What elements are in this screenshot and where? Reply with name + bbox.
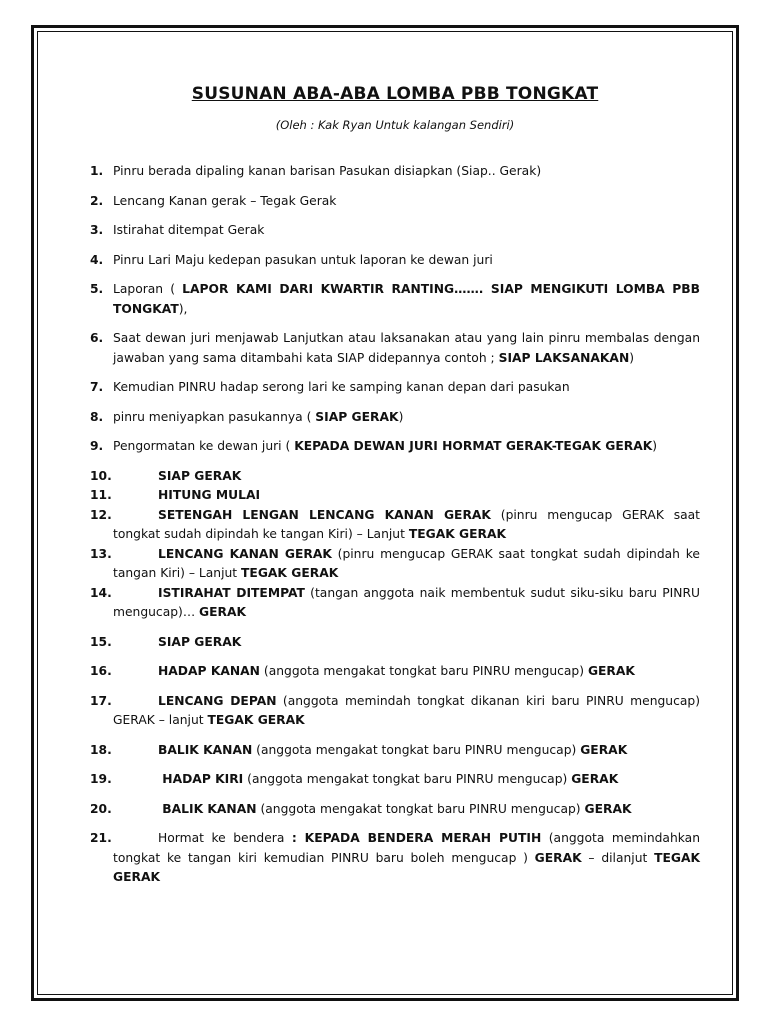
list-item [90,829,700,888]
item-text: Laporan ( [113,282,183,296]
item-text: (anggota mengakat tongkat baru PINRU mengucap) [252,742,581,757]
list-item [90,437,700,457]
document-subtitle: (Oleh : Kak Ryan Untuk kalangan Sendiri) [275,118,515,132]
item-text: (pinru mengucap GERAK saat tongkat sudah dipindah ke tangan Kiri) – Lanjut [113,507,700,541]
command-text: KEPADA DEWAN JURI HORMAT GERAK-TEGAK GERAK [294,439,653,453]
list-item [90,162,700,182]
command-text: SIAP GERAK [315,409,399,424]
list-item [90,486,700,506]
list-item-number: 4. [90,252,104,267]
item-text: pinru meniyapkan pasukannya ( [113,409,316,424]
list-item [90,662,700,682]
list-item-number: 17. [90,693,112,708]
item-text: ) [398,409,404,424]
item-text: (pinru mengucap GERAK saat tongkat sudah dipindah ke tangan Kiri) – Lanjut [113,546,700,580]
list-item-number: 14. [90,585,112,600]
list-item [90,378,700,398]
command-text: : KEPADA BENDERA MERAH PUTIH [291,831,542,845]
command-text: ISTIRAHAT DITEMPAT [158,585,305,600]
list-item [90,741,700,761]
item-text: – dilanjut [581,850,655,865]
command-text: HADAP KIRI [158,772,244,786]
list-item-number: 11. [90,488,112,502]
list-item [90,221,700,241]
item-text: Pengormatan ke dewan juri ( [113,439,295,453]
list-item-number: 1. [90,164,104,178]
list-item [90,251,700,271]
list-item-number: 21. [90,831,112,845]
command-text: SETENGAH LENGAN LENCANG KANAN GERAK [158,507,491,522]
command-text: HADAP KANAN [158,664,260,678]
command-text: TEGAK GERAK [408,527,507,541]
list-item-number: 19. [90,772,112,786]
command-text: TEGAK GERAK [113,850,701,884]
list-item-number: 20. [90,801,112,816]
list-item [90,192,700,212]
command-text: BALIK KANAN [158,801,257,816]
list-item-number: 12. [90,507,112,522]
command-list [90,162,700,888]
item-text: Lencang Kanan gerak – Tegak Gerak [113,193,337,208]
command-text: LENCANG KANAN GERAK [158,546,332,561]
list-item-number: 9. [90,439,104,453]
item-text: (anggota memindahkan tongkat ke tangan kiri kemudian PINRU baru boleh mengucap ) [113,831,700,865]
list-item [90,280,700,319]
command-text: GERAK [534,850,582,865]
command-text: TEGAK GERAK [241,566,339,580]
list-item-number: 18. [90,742,112,757]
list-item-number: 15. [90,634,112,649]
item-text: (anggota memindah tongkat dikanan kiri baru PINRU mengucap) GERAK – lanjut [113,693,700,727]
list-item [90,770,700,790]
command-text: HITUNG MULAI [158,488,261,502]
item-text: (anggota mengakat tongkat baru PINRU mengucap) [243,772,572,786]
command-text: GERAK [584,801,632,816]
item-text: ) [652,439,658,453]
list-item-number: 10. [90,468,112,483]
item-text: Saat dewan juri menjawab Lanjutkan atau laksanakan atau yang lain pinru membalas dengan jawaban yang sama ditambahi kata SIAP didepannya contoh ; [113,331,700,365]
item-text: Istirahat ditempat Gerak [113,223,265,237]
item-text: Pinru berada dipaling kanan barisan Pasukan disiapkan (Siap.. Gerak) [113,164,542,178]
list-item [90,545,700,584]
list-item-number: 5. [90,282,104,296]
list-item [90,633,700,653]
command-text: BALIK KANAN [158,742,253,757]
list-item-number: 7. [90,380,104,394]
list-item-number: 8. [90,409,104,424]
item-text: Pinru Lari Maju kedepan pasukan untuk laporan ke dewan juri [113,252,493,267]
list-item [90,800,700,820]
command-text: GERAK [587,664,635,678]
list-item-number: 3. [90,223,104,237]
command-text: SIAP GERAK [158,468,242,483]
list-item [90,506,700,545]
list-item-number: 6. [90,331,104,345]
command-text: GERAK [580,742,628,757]
list-item [90,692,700,731]
item-text: (tangan anggota naik membentuk sudut siku-siku baru PINRU mengucap)… [113,585,700,619]
item-text: Kemudian PINRU hadap serong lari ke samping kanan depan dari pasukan [113,380,570,394]
list-item-number: 13. [90,546,112,561]
list-item-number: 2. [90,193,104,208]
item-text: (anggota mengakat tongkat baru PINRU mengucap) [256,801,585,816]
command-text: LAPOR KAMI DARI KWARTIR RANTING……. SIAP MENGIKUTI LOMBA PBB TONGKAT [113,282,700,316]
command-text: LENCANG DEPAN [158,693,277,708]
list-item-number: 16. [90,664,112,678]
command-text: GERAK [199,605,247,619]
item-text: (anggota mengakat tongkat baru PINRU mengucap) [259,664,588,678]
item-text: Hormat ke bendera [158,831,292,845]
command-text: SIAP GERAK [158,634,242,649]
command-text: GERAK [571,772,619,786]
list-item [90,584,700,623]
list-item [90,408,700,428]
command-text: TEGAK GERAK [207,713,305,727]
item-text: ), [178,301,188,316]
document-body [90,84,700,888]
command-text: SIAP LAKSANAKAN [498,350,630,365]
list-item [90,467,700,487]
document-title: SUSUNAN ABA-ABA LOMBA PBB TONGKAT [191,84,599,104]
list-item [90,329,700,368]
item-text: ) [629,350,635,365]
